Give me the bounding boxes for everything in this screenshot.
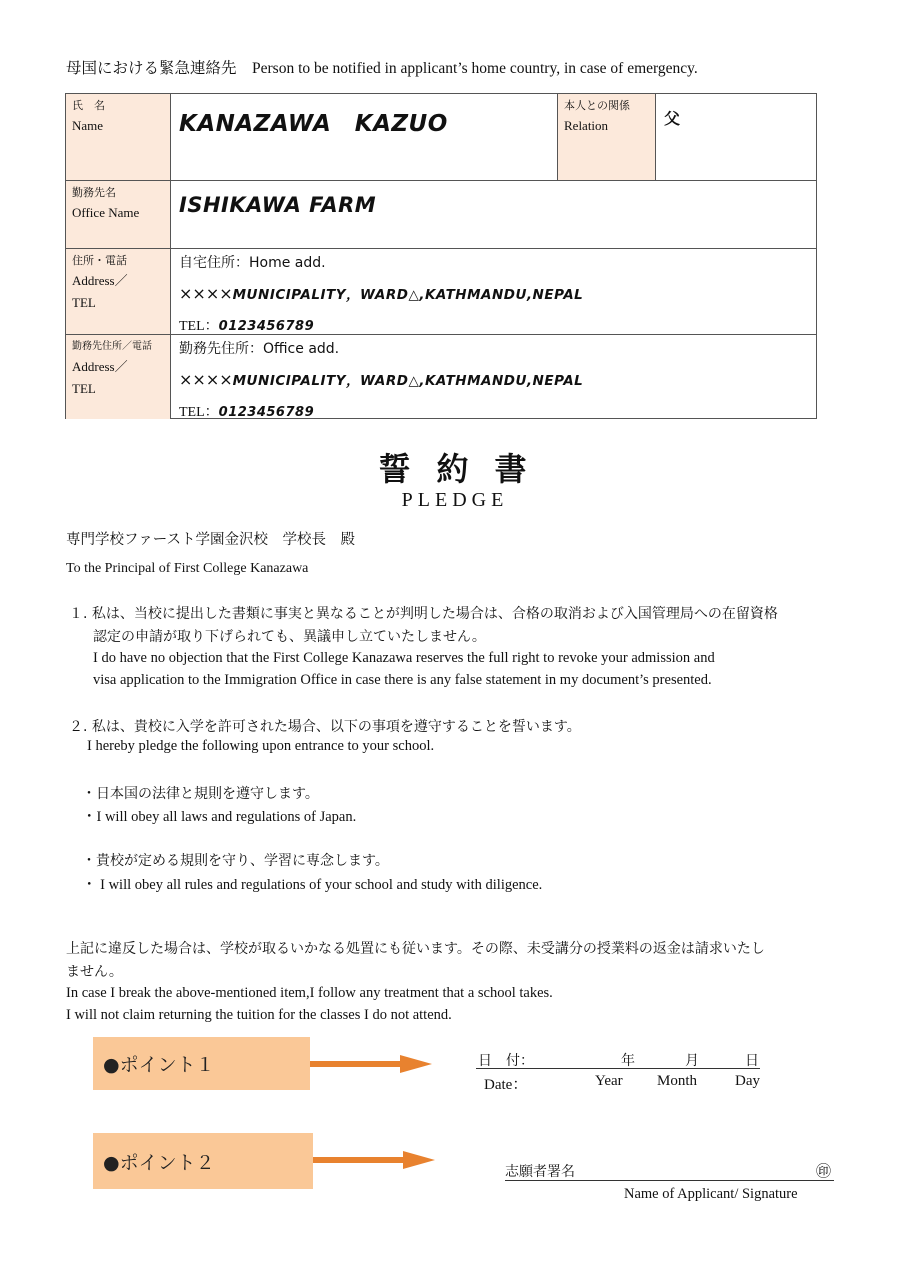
- item2-jp: ２. 私は、貴校に入学を許可された場合、以下の事項を遵守することを誓います。: [69, 719, 581, 735]
- home-address-value: MUNICIPALITY，WARD△,KATHMANDU,NEPAL: [232, 287, 584, 303]
- signature-label-jp: 志願者署名: [505, 1164, 575, 1180]
- addressee-en: To the Principal of First College Kanazawa: [66, 561, 309, 576]
- item1-jp-2: 認定の申請が取り下げられても、異議申し立ていたしません。: [93, 629, 486, 645]
- point-2-label: ●ポイント２: [103, 1151, 215, 1174]
- office-tel-value: 0123456789: [218, 405, 315, 420]
- emergency-contact-table: [65, 93, 817, 419]
- emergency-heading-text: 母国における緊急連絡先 Person to be notified in applicant’s home country, in case of emergency.: [66, 60, 698, 77]
- name-value: KANAZAWA KAZUO: [179, 111, 448, 137]
- office-value: ISHIKAWA FARM: [179, 193, 377, 217]
- date-year-jp: 年: [621, 1053, 635, 1069]
- date-year-en: Year: [595, 1073, 623, 1089]
- work-label-en1: Address／: [72, 359, 128, 374]
- home-tel: [179, 315, 314, 335]
- office-address-row: [66, 335, 816, 419]
- bullet2-jp: ・貴校が定める規則を守り、学習に専念します。: [82, 853, 389, 869]
- date-label-en: Date：: [484, 1077, 528, 1093]
- signature-label-en: Name of Applicant/ Signature: [624, 1186, 798, 1202]
- point-2-box: [93, 1133, 313, 1189]
- address-label-jp: 住所・電話: [72, 255, 127, 267]
- address-label-en1: Address／: [72, 273, 128, 288]
- name-label-en: Name: [72, 118, 104, 133]
- item1-en-1: I do have no objection that the First College Kanazawa reserves the full right to revoke your admission and: [93, 650, 715, 666]
- emergency-heading: [66, 56, 698, 78]
- relation-label-en: Relation: [564, 118, 609, 133]
- work-label-jp: 勤務先住所／電話: [72, 341, 152, 352]
- address-label-en2: TEL: [72, 295, 96, 310]
- item1-jp-1: １. 私は、当校に提出した書類に事実と異なることが判明した場合は、合格の取消および入国管理局への在留資格: [69, 606, 778, 622]
- office-label-en: Office Name: [72, 205, 140, 220]
- date-month-en: Month: [657, 1073, 698, 1089]
- relation-label-jp: 本人との関係: [564, 100, 630, 112]
- addressee-jp: 専門学校ファースト学園金沢校 学校長 殿: [66, 532, 355, 548]
- closing-en-2: I will not claim returning the tuition for the classes I do not attend.: [66, 1007, 452, 1023]
- closing-jp-2: ません。: [66, 964, 123, 980]
- home-add-label-text: 自宅住所：Home add.: [179, 255, 326, 271]
- name-label-cell: [66, 94, 171, 180]
- bullet1-en: ・I will obey all laws and regulations of Japan.: [82, 809, 357, 825]
- point-1-box: [93, 1037, 310, 1090]
- item1-en-2: visa application to the Immigration Office in case there is any false statement in my document’s presented.: [93, 672, 712, 688]
- relation-value: 父: [664, 109, 681, 128]
- office-tel-label: TEL：: [179, 405, 219, 420]
- office-label-jp: 勤務先名: [72, 187, 116, 199]
- name-label-jp: 氏 名: [72, 100, 105, 112]
- arrow-right-icon: [313, 1150, 438, 1170]
- home-address-prefix: ××××: [179, 284, 233, 303]
- office-address-value: MUNICIPALITY，WARD△,KATHMANDU,NEPAL: [232, 373, 584, 389]
- office-row: [66, 181, 816, 249]
- home-tel-value: 0123456789: [218, 319, 315, 334]
- name-row: [66, 94, 816, 181]
- address-label-cell: [66, 249, 171, 334]
- signature-underline: [505, 1180, 834, 1181]
- relation-label-cell: [557, 94, 656, 180]
- pledge-title-en: PLEDGE: [401, 489, 509, 511]
- seal-icon: ㊞: [816, 1162, 832, 1180]
- office-address: [179, 369, 583, 390]
- date-label-jp: 日 付：: [478, 1053, 534, 1069]
- date-underline: [476, 1068, 760, 1069]
- home-address-row: [66, 249, 816, 335]
- work-label-cell: [66, 335, 171, 419]
- date-day-en: Day: [735, 1073, 760, 1089]
- office-label-cell: [66, 181, 171, 248]
- home-add-label: [179, 252, 326, 272]
- item2-en: I hereby pledge the following upon entrance to your school.: [87, 738, 435, 754]
- work-label-en2: TEL: [72, 381, 96, 396]
- closing-en-1: In case I break the above-mentioned item,I follow any treatment that a school takes.: [66, 985, 553, 1001]
- bullet1-jp: ・日本国の法律と規則を遵守します。: [82, 786, 319, 802]
- arrow-right-icon: [310, 1054, 435, 1074]
- pledge-title-jp: 誓約書: [378, 450, 553, 488]
- office-tel: [179, 401, 314, 421]
- bullet2-en: ・ I will obey all rules and regulations of your school and study with diligence.: [82, 877, 543, 893]
- home-tel-label: TEL：: [179, 319, 219, 334]
- office-add-label: [179, 338, 339, 358]
- office-address-prefix: ××××: [179, 370, 233, 389]
- closing-jp-1: 上記に違反した場合は、学校が取るいかなる処置にも従います。その際、未受講分の授業料の返金は請求いたし: [66, 941, 765, 957]
- date-month-jp: 月: [685, 1053, 699, 1069]
- home-address: [179, 283, 583, 304]
- date-day-jp: 日: [745, 1053, 759, 1069]
- point-1-label: ●ポイント１: [103, 1054, 215, 1076]
- office-add-label-text: 勤務先住所：Office add.: [179, 341, 340, 357]
